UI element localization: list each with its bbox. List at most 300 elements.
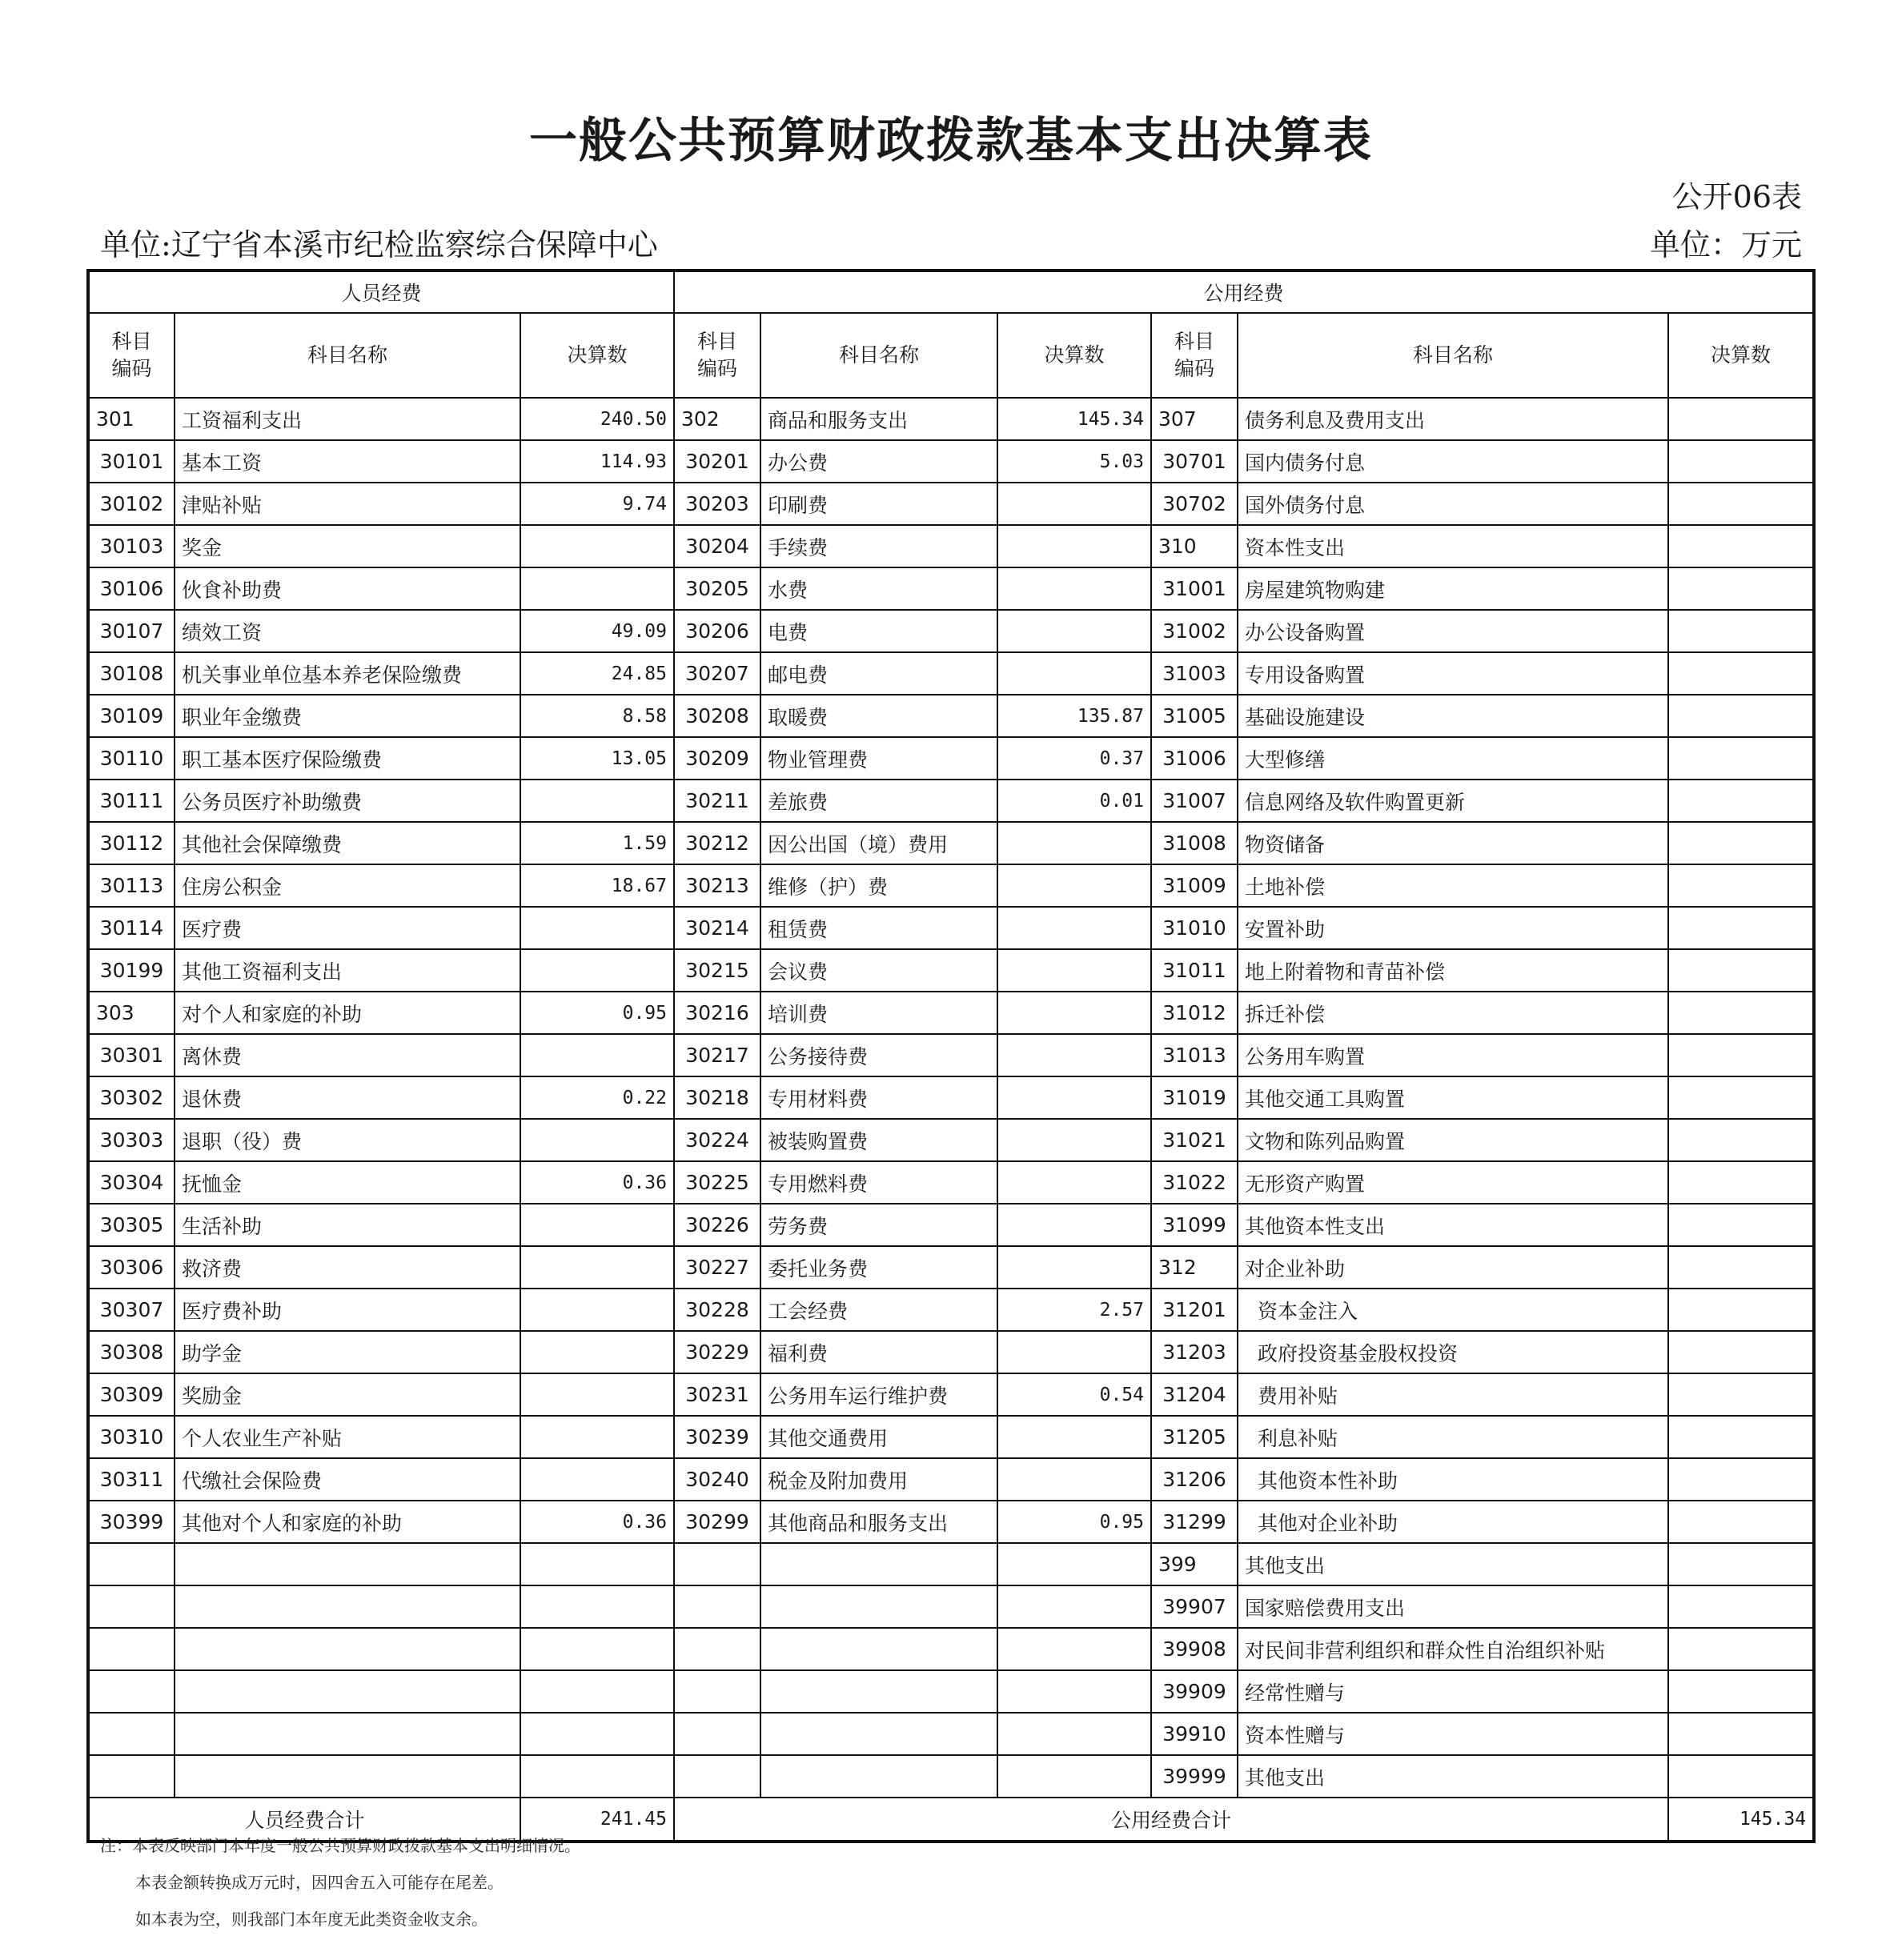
subject-name: 专用燃料费: [760, 1161, 997, 1204]
amount: [1668, 992, 1814, 1034]
public-total-value: 145.34: [1668, 1798, 1814, 1842]
personnel-total-label: 人员经费合计: [88, 1798, 520, 1842]
subject-code: 30112: [88, 822, 175, 864]
subject-name: 救济费: [175, 1246, 520, 1289]
subject-name: 地上附着物和青苗补偿: [1238, 949, 1668, 992]
subject-code: 302: [674, 398, 760, 440]
amount: [1668, 1373, 1814, 1416]
amount: 18.67: [520, 864, 674, 907]
amount: [997, 1543, 1151, 1585]
amount: [520, 1246, 674, 1289]
amount: [1668, 1458, 1814, 1501]
amount: [1668, 737, 1814, 780]
subject-code: [674, 1543, 760, 1585]
amount: [1668, 780, 1814, 822]
subject-code: 31013: [1151, 1034, 1238, 1076]
subject-name: 基础设施建设: [1238, 695, 1668, 737]
amount: [1668, 1289, 1814, 1331]
subject-code: 30310: [88, 1416, 175, 1458]
subject-code: 30101: [88, 440, 175, 483]
subject-code: 30110: [88, 737, 175, 780]
subject-name: [175, 1755, 520, 1798]
amount: [520, 907, 674, 949]
amount: [997, 1034, 1151, 1076]
subject-code: 30239: [674, 1416, 760, 1458]
subject-name: 因公出国（境）费用: [760, 822, 997, 864]
subject-code: 30207: [674, 652, 760, 695]
amount: 0.36: [520, 1161, 674, 1204]
amount: [997, 1416, 1151, 1458]
subject-code: 39909: [1151, 1670, 1238, 1713]
amount: [520, 1585, 674, 1628]
amount: [1668, 949, 1814, 992]
public-group-header: 公用经费: [674, 271, 1814, 313]
amount: [1668, 525, 1814, 567]
amount: [997, 1585, 1151, 1628]
subject-code: 30218: [674, 1076, 760, 1119]
subject-name: 手续费: [760, 525, 997, 567]
subject-name: 医疗费: [175, 907, 520, 949]
subject-code: 30209: [674, 737, 760, 780]
amount: 0.22: [520, 1076, 674, 1119]
subject-code: 30309: [88, 1373, 175, 1416]
amount: [1668, 567, 1814, 610]
subject-name: 其他对企业补助: [1238, 1501, 1668, 1543]
table-row: [88, 1713, 1814, 1755]
subject-name: 专用材料费: [760, 1076, 997, 1119]
subject-code: 307: [1151, 398, 1238, 440]
amount: [520, 1331, 674, 1373]
amount: [520, 1034, 674, 1076]
group-header-row: [88, 271, 1814, 313]
subject-code: 30308: [88, 1331, 175, 1373]
amount: [997, 907, 1151, 949]
subject-name: 安置补助: [1238, 907, 1668, 949]
amount: [1668, 1246, 1814, 1289]
subject-code: 30227: [674, 1246, 760, 1289]
amount: 0.95: [997, 1501, 1151, 1543]
subject-code: [88, 1755, 175, 1798]
subject-code: 39910: [1151, 1713, 1238, 1755]
amount: [997, 1755, 1151, 1798]
subject-name: 抚恤金: [175, 1161, 520, 1204]
amount: [997, 1628, 1151, 1670]
subject-name: 生活补助: [175, 1204, 520, 1246]
subject-code: 31206: [1151, 1458, 1238, 1501]
subject-name: 培训费: [760, 992, 997, 1034]
subject-code: 31201: [1151, 1289, 1238, 1331]
subject-name: 代缴社会保险费: [175, 1458, 520, 1501]
amount: [520, 1713, 674, 1755]
name-header: 科目名称: [760, 313, 997, 398]
subject-code: 30399: [88, 1501, 175, 1543]
amount: [997, 1076, 1151, 1119]
subject-name: 国内债务付息: [1238, 440, 1668, 483]
amount: [1668, 1034, 1814, 1076]
subject-code: 312: [1151, 1246, 1238, 1289]
amount-header: 决算数: [1668, 313, 1814, 398]
amount: [1668, 907, 1814, 949]
subject-code: 30228: [674, 1289, 760, 1331]
amount: [520, 1670, 674, 1713]
subject-code: 30231: [674, 1373, 760, 1416]
subject-code: 31022: [1151, 1161, 1238, 1204]
subject-name: [175, 1713, 520, 1755]
subject-code: 30702: [1151, 483, 1238, 525]
subject-name: 印刷费: [760, 483, 997, 525]
amount: [1668, 1543, 1814, 1585]
subject-code: 30211: [674, 780, 760, 822]
subject-name: 工资福利支出: [175, 398, 520, 440]
subject-code: 39907: [1151, 1585, 1238, 1628]
table-row: [88, 1246, 1814, 1289]
subject-name: 大型修缮: [1238, 737, 1668, 780]
amount: [520, 1289, 674, 1331]
amount: 0.36: [520, 1501, 674, 1543]
amount: 0.37: [997, 737, 1151, 780]
subject-name: 其他资本性补助: [1238, 1458, 1668, 1501]
subject-name: 商品和服务支出: [760, 398, 997, 440]
subject-code: 30205: [674, 567, 760, 610]
subject-name: 津贴补贴: [175, 483, 520, 525]
subject-name: [760, 1585, 997, 1628]
amount: [1668, 1119, 1814, 1161]
note-3: 如本表为空，则我部门本年度无此类资金收支余。: [135, 1910, 488, 1929]
amount: [1668, 1076, 1814, 1119]
amount: [1668, 483, 1814, 525]
amount: [997, 525, 1151, 567]
amount: [1668, 398, 1814, 440]
amount: [997, 1204, 1151, 1246]
amount: [520, 1416, 674, 1458]
subject-name: 职业年金缴费: [175, 695, 520, 737]
amount: [1668, 1161, 1814, 1204]
amount: [997, 1119, 1151, 1161]
subject-code: 30108: [88, 652, 175, 695]
subject-name: 房屋建筑物购建: [1238, 567, 1668, 610]
subject-code: 31007: [1151, 780, 1238, 822]
amount: [997, 1246, 1151, 1289]
subject-code: 31021: [1151, 1119, 1238, 1161]
table-row: [88, 1670, 1814, 1713]
table-row: [88, 1543, 1814, 1585]
subject-name: 国外债务付息: [1238, 483, 1668, 525]
subject-code: 31006: [1151, 737, 1238, 780]
subject-name: 其他交通费用: [760, 1416, 997, 1458]
subject-code: 30213: [674, 864, 760, 907]
amount: 1.59: [520, 822, 674, 864]
subject-code: [674, 1585, 760, 1628]
table-row: [88, 822, 1814, 864]
amount: [997, 822, 1151, 864]
subject-name: 对企业补助: [1238, 1246, 1668, 1289]
code-header: 科目 编码: [88, 313, 175, 398]
amount: [997, 1161, 1151, 1204]
subject-name: 其他资本性支出: [1238, 1204, 1668, 1246]
subject-code: 31009: [1151, 864, 1238, 907]
table-row: [88, 1076, 1814, 1119]
table-row: [88, 864, 1814, 907]
reporting-unit: 单位:辽宁省本溪市纪检监察综合保障中心: [100, 227, 658, 263]
table-row: [88, 907, 1814, 949]
amount: 0.54: [997, 1373, 1151, 1416]
subject-code: 30303: [88, 1119, 175, 1161]
subject-name: 其他对个人和家庭的补助: [175, 1501, 520, 1543]
amount: [997, 949, 1151, 992]
subject-code: 30215: [674, 949, 760, 992]
table-row: [88, 949, 1814, 992]
amount: 5.03: [997, 440, 1151, 483]
table-row: [88, 737, 1814, 780]
amount: [1668, 1713, 1814, 1755]
amount: [1668, 610, 1814, 652]
amount: [997, 610, 1151, 652]
amount: [1668, 695, 1814, 737]
subject-name: 文物和陈列品购置: [1238, 1119, 1668, 1161]
amount: [520, 949, 674, 992]
subject-code: 31203: [1151, 1331, 1238, 1373]
subject-code: 30206: [674, 610, 760, 652]
subject-code: 31019: [1151, 1076, 1238, 1119]
subject-code: 31002: [1151, 610, 1238, 652]
table-row: [88, 1416, 1814, 1458]
subject-name: 公务用车购置: [1238, 1034, 1668, 1076]
subject-name: 奖励金: [175, 1373, 520, 1416]
subject-name: [760, 1713, 997, 1755]
subject-name: 资本性赠与: [1238, 1713, 1668, 1755]
subject-code: 39999: [1151, 1755, 1238, 1798]
amount: [520, 780, 674, 822]
subject-name: 资本金注入: [1238, 1289, 1668, 1331]
subject-code: 30311: [88, 1458, 175, 1501]
amount: 24.85: [520, 652, 674, 695]
amount: [520, 1119, 674, 1161]
amount: [1668, 864, 1814, 907]
subject-code: 30113: [88, 864, 175, 907]
amount: [1668, 1204, 1814, 1246]
subject-name: 会议费: [760, 949, 997, 992]
subject-name: 利息补贴: [1238, 1416, 1668, 1458]
amount: [520, 1543, 674, 1585]
amount: [520, 1458, 674, 1501]
amount: [1668, 1670, 1814, 1713]
personnel-total-value: 241.45: [520, 1798, 674, 1842]
amount: [1668, 1628, 1814, 1670]
code-header: 科目 编码: [674, 313, 760, 398]
subject-name: 退休费: [175, 1076, 520, 1119]
table-row: [88, 695, 1814, 737]
subject-name: [760, 1755, 997, 1798]
subject-code: 30103: [88, 525, 175, 567]
amount: [997, 1670, 1151, 1713]
table-row: [88, 1204, 1814, 1246]
subject-name: 其他社会保障缴费: [175, 822, 520, 864]
subject-code: 30102: [88, 483, 175, 525]
amount: [520, 1628, 674, 1670]
amount: [997, 992, 1151, 1034]
table-row: [88, 1458, 1814, 1501]
amount: [1668, 1501, 1814, 1543]
subject-name: 退职（役）费: [175, 1119, 520, 1161]
subject-name: [175, 1585, 520, 1628]
subject-code: 30201: [674, 440, 760, 483]
subject-code: 30109: [88, 695, 175, 737]
subject-name: 福利费: [760, 1331, 997, 1373]
subject-name: [175, 1628, 520, 1670]
subject-name: 专用设备购置: [1238, 652, 1668, 695]
subject-code: 30111: [88, 780, 175, 822]
subject-code: 30212: [674, 822, 760, 864]
subject-code: 31012: [1151, 992, 1238, 1034]
subject-code: 30199: [88, 949, 175, 992]
subject-name: 国家赔偿费用支出: [1238, 1585, 1668, 1628]
subject-code: [674, 1755, 760, 1798]
amount: 114.93: [520, 440, 674, 483]
subject-code: 30701: [1151, 440, 1238, 483]
expenditure-table: [86, 269, 1816, 1843]
subject-name: 其他商品和服务支出: [760, 1501, 997, 1543]
subject-name: 费用补贴: [1238, 1373, 1668, 1416]
subject-name: 机关事业单位基本养老保险缴费: [175, 652, 520, 695]
subject-code: 30208: [674, 695, 760, 737]
subject-code: 31005: [1151, 695, 1238, 737]
table-row: [88, 1161, 1814, 1204]
amount: [1668, 822, 1814, 864]
subject-name: [760, 1628, 997, 1670]
subject-code: 30107: [88, 610, 175, 652]
subject-name: 对个人和家庭的补助: [175, 992, 520, 1034]
subject-name: 电费: [760, 610, 997, 652]
subject-code: 30302: [88, 1076, 175, 1119]
subject-name: [175, 1670, 520, 1713]
subject-name: 物资储备: [1238, 822, 1668, 864]
amount-header: 决算数: [997, 313, 1151, 398]
subject-code: 30226: [674, 1204, 760, 1246]
subject-code: 30216: [674, 992, 760, 1034]
name-header: 科目名称: [175, 313, 520, 398]
code-header: 科目 编码: [1151, 313, 1238, 398]
amount: [1668, 652, 1814, 695]
subject-name: 物业管理费: [760, 737, 997, 780]
amount: 145.34: [997, 398, 1151, 440]
subject-name: 邮电费: [760, 652, 997, 695]
table-row: [88, 610, 1814, 652]
table-row: [88, 1331, 1814, 1373]
subject-code: 399: [1151, 1543, 1238, 1585]
subject-name: 公务用车运行维护费: [760, 1373, 997, 1416]
amount: [997, 1458, 1151, 1501]
table-row: [88, 1119, 1814, 1161]
subject-name: 经常性赠与: [1238, 1670, 1668, 1713]
subject-code: 30203: [674, 483, 760, 525]
subject-name: 委托业务费: [760, 1246, 997, 1289]
table-row: [88, 652, 1814, 695]
subject-name: 维修（护）费: [760, 864, 997, 907]
subject-name: 个人农业生产补贴: [175, 1416, 520, 1458]
subject-name: 公务员医疗补助缴费: [175, 780, 520, 822]
subject-code: 310: [1151, 525, 1238, 567]
amount: [1668, 1416, 1814, 1458]
amount: 49.09: [520, 610, 674, 652]
subject-code: 30240: [674, 1458, 760, 1501]
page-title: 一般公共预算财政拨款基本支出决算表: [529, 113, 1373, 169]
subject-code: 30217: [674, 1034, 760, 1076]
subject-name: 资本性支出: [1238, 525, 1668, 567]
subject-name: 办公设备购置: [1238, 610, 1668, 652]
subject-code: 30114: [88, 907, 175, 949]
currency-unit: 单位：万元: [1649, 227, 1802, 263]
subject-name: 办公费: [760, 440, 997, 483]
table-row: [88, 1628, 1814, 1670]
subject-name: 其他支出: [1238, 1543, 1668, 1585]
notes: [100, 1833, 580, 1943]
subject-code: 30225: [674, 1161, 760, 1204]
subject-code: [674, 1713, 760, 1755]
personnel-group-header: 人员经费: [88, 271, 674, 313]
subject-name: 基本工资: [175, 440, 520, 483]
amount: [997, 567, 1151, 610]
subject-code: [674, 1628, 760, 1670]
subject-code: 303: [88, 992, 175, 1034]
subject-name: 离休费: [175, 1034, 520, 1076]
amount: [997, 1713, 1151, 1755]
subject-code: [88, 1670, 175, 1713]
subject-name: 被装购置费: [760, 1119, 997, 1161]
subject-name: 对民间非营利组织和群众性自治组织补贴: [1238, 1628, 1668, 1670]
subject-code: 30204: [674, 525, 760, 567]
table-row: [88, 780, 1814, 822]
subject-code: 31204: [1151, 1373, 1238, 1416]
subject-name: 政府投资基金股权投资: [1238, 1331, 1668, 1373]
amount: [997, 652, 1151, 695]
subject-code: 31001: [1151, 567, 1238, 610]
subject-name: 奖金: [175, 525, 520, 567]
subject-code: 30307: [88, 1289, 175, 1331]
amount: [1668, 1331, 1814, 1373]
amount: [520, 567, 674, 610]
column-header-row: [88, 313, 1814, 398]
subject-name: [175, 1543, 520, 1585]
subject-name: 土地补偿: [1238, 864, 1668, 907]
amount: [1668, 1755, 1814, 1798]
amount: [520, 1204, 674, 1246]
subject-name: 其他交通工具购置: [1238, 1076, 1668, 1119]
amount: 240.50: [520, 398, 674, 440]
subject-code: [88, 1585, 175, 1628]
subject-code: [88, 1713, 175, 1755]
table-row: [88, 483, 1814, 525]
subject-name: 差旅费: [760, 780, 997, 822]
subject-name: [760, 1543, 997, 1585]
subject-name: 水费: [760, 567, 997, 610]
subject-name: 拆迁补偿: [1238, 992, 1668, 1034]
amount: [1668, 440, 1814, 483]
subject-name: 工会经费: [760, 1289, 997, 1331]
public-total-label: 公用经费合计: [674, 1798, 1668, 1842]
subject-code: 31205: [1151, 1416, 1238, 1458]
amount: [520, 1373, 674, 1416]
subject-code: [88, 1628, 175, 1670]
subject-code: [674, 1670, 760, 1713]
amount: [520, 1755, 674, 1798]
subject-name: [760, 1670, 997, 1713]
table-row: [88, 398, 1814, 440]
amount: 0.95: [520, 992, 674, 1034]
subject-code: 30214: [674, 907, 760, 949]
subject-code: 30224: [674, 1119, 760, 1161]
subject-code: 31003: [1151, 652, 1238, 695]
amount: [1668, 1585, 1814, 1628]
